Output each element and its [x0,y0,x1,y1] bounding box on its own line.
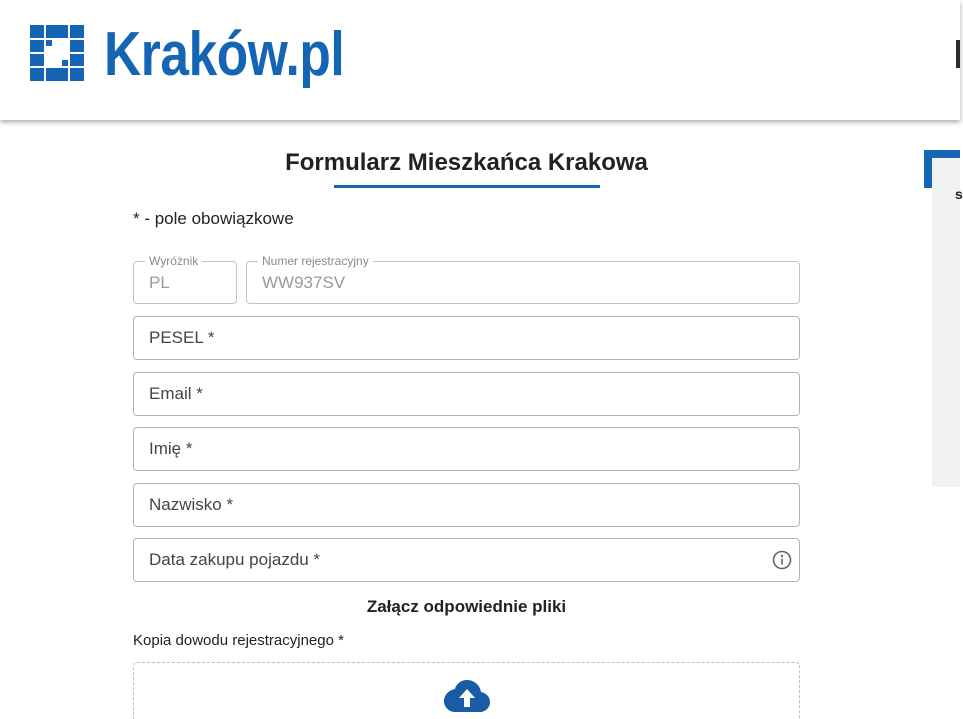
registration-number-label: Numer rejestracyjny [258,254,373,268]
site-header [0,0,960,120]
cloud-upload-icon [444,680,490,712]
side-panel-accent-left [924,150,932,188]
pesel-label: PESEL * [149,328,215,347]
required-note: * - pole obowiązkowe [133,209,294,228]
purchase-date-label: Data zakupu pojazdu * [149,550,321,569]
info-icon[interactable] [772,550,792,570]
purchase-date-field[interactable] [133,538,800,582]
logo-link[interactable] [28,20,358,90]
email-label: Email * [149,384,203,403]
side-panel [924,150,963,487]
menu-icon[interactable] [956,40,960,68]
distinguisher-label: Wyróżnik [145,254,202,268]
email-field[interactable] [133,372,800,416]
side-panel-background [932,158,963,487]
last-name-field[interactable] [133,483,800,527]
logo-text: Kraków.pl [104,20,345,89]
first-name-field[interactable] [133,427,800,471]
registration-number-value: WW937SV [262,273,346,292]
krakow-logo-icon [30,25,84,81]
distinguisher-field [133,254,237,304]
pesel-field[interactable] [133,316,800,360]
last-name-label: Nazwisko * [149,495,234,514]
file-upload-dropzone[interactable] [133,662,800,719]
side-panel-heading: s [955,186,963,202]
registration-number-field [246,254,800,304]
registration-copy-label: Kopia dowodu rejestracyjnego * [133,632,344,649]
page-title: Formularz Mieszkańca Krakowa [285,149,648,176]
distinguisher-value: PL [149,273,170,292]
attachments-heading: Załącz odpowiednie pliki [366,597,567,616]
title-underline [334,185,600,188]
first-name-label: Imię * [149,439,193,458]
